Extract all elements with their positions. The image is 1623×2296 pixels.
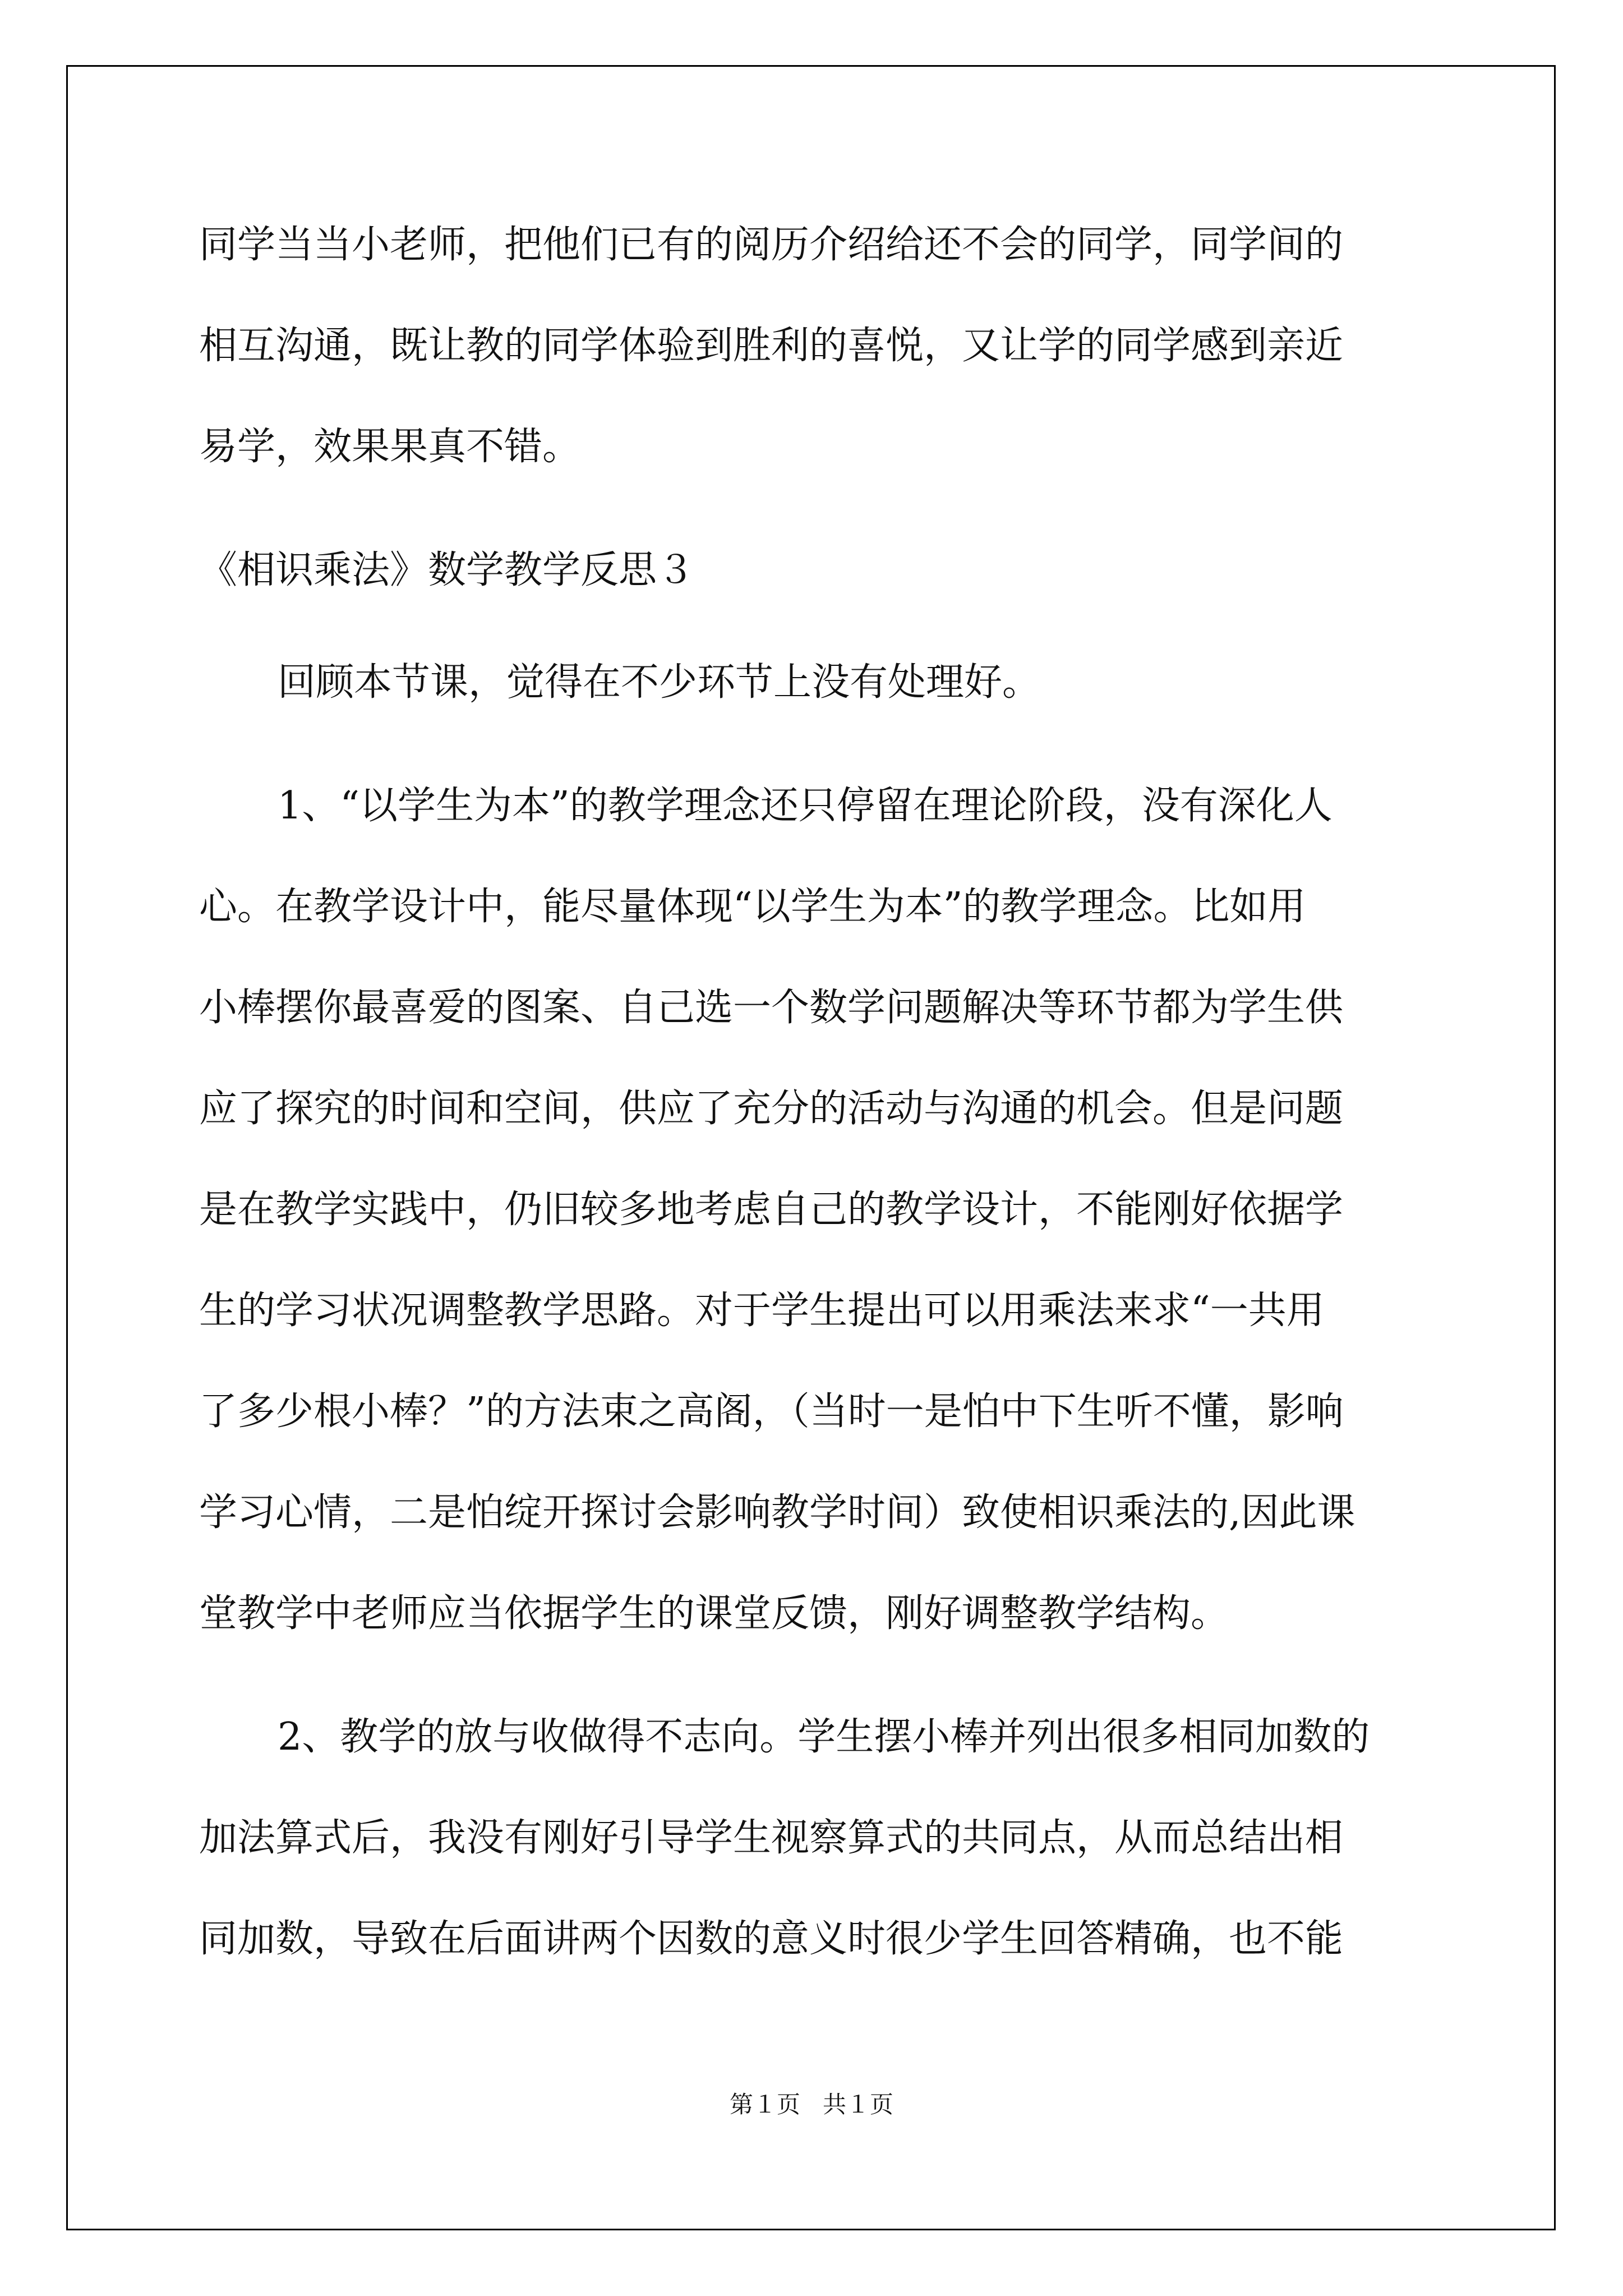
paragraph-line: 同学当当小老师，把他们已有的阅历介绍给还不会的同学，同学间的 xyxy=(199,223,1344,267)
page-border xyxy=(66,65,1556,2230)
page-footer xyxy=(0,2091,1623,2119)
intro-paragraph: 回顾本节课，觉得在不少环节上没有处理好。 xyxy=(278,660,1041,705)
paragraph-line: 了多少根小棒？”的方法束之高阁，（当时一是怕中下生听不懂，影响 xyxy=(199,1389,1344,1434)
paragraph-line: 易学，效果果真不错。 xyxy=(199,425,581,469)
paragraph-line: 同加数，导致在后面讲两个因数的意义时很少学生回答精确，也不能 xyxy=(199,1917,1344,1961)
paragraph-line: 应了探究的时间和空间，供应了充分的活动与沟通的机会。但是问题 xyxy=(199,1087,1344,1131)
paragraph-line: 生的学习状况调整教学思路。对于学生提出可以用乘法来求“一共用 xyxy=(199,1289,1325,1333)
page-number: 第１页 xyxy=(729,2091,800,2118)
paragraph-line: 学习心情，二是怕绽开探讨会影响教学时间）致使相识乘法的,因此课 xyxy=(199,1490,1355,1535)
paragraph-line: 是在教学实践中，仍旧较多地考虑自己的教学设计，不能刚好依据学 xyxy=(199,1188,1344,1232)
paragraph-line: 加法算式后，我没有刚好引导学生视察算式的共同点，从而总结出相 xyxy=(199,1816,1344,1860)
paragraph-line: 相互沟通，既让教的同学体验到胜利的喜悦，又让学的同学感到亲近 xyxy=(199,324,1344,368)
page-total: 共１页 xyxy=(823,2091,894,2118)
paragraph-line: 心。在教学设计中，能尽量体现“以学生为本”的教学理念。比如用 xyxy=(199,885,1306,929)
paragraph-line: 堂教学中老师应当依据学生的课堂反馈，刚好调整教学结构。 xyxy=(199,1591,1229,1636)
paragraph-line: 1、“以学生为本”的教学理念还只停留在理论阶段，没有深化人 xyxy=(278,784,1332,828)
paragraph-line: 2、教学的放与收做得不志向。学生摆小棒并列出很多相同加数的 xyxy=(278,1715,1370,1759)
paragraph-line: 小棒摆你最喜爱的图案、自己选一个数学问题解决等环节都为学生供 xyxy=(199,986,1344,1030)
section-title: 《相识乘法》数学教学反思３ xyxy=(199,548,695,592)
